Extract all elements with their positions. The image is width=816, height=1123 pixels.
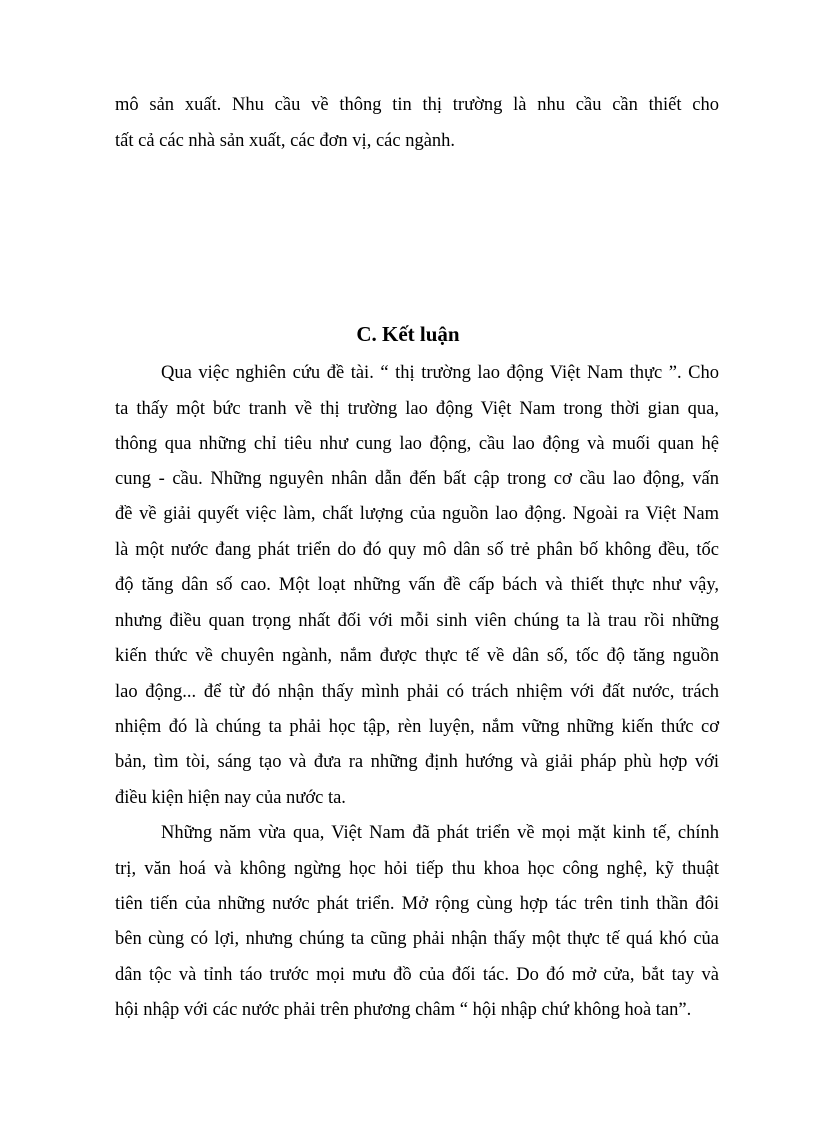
paragraph1-line-12: bản, tìm tòi, sáng tạo và đưa ra những định hướng và giải pháp phù hợp với (115, 752, 719, 772)
paragraph2-line-5: dân tộc và tỉnh táo trước mọi mưu đồ của đối tác. Do đó mở cửa, bắt tay và (115, 965, 719, 985)
paragraph2-line-6: hội nhập với các nước phải trên phương châm “ hội nhập chứ không hoà tan”. (115, 1000, 692, 1020)
paragraph1-line-13: điều kiện hiện nay của nước ta. (115, 788, 346, 808)
intro-line-1: mô sản xuất. Nhu cầu về thông tin thị trường là nhu cầu cần thiết cho (115, 95, 719, 115)
paragraph2-line-3: tiên tiến của những nước phát triển. Mở rộng cùng hợp tác trên tinh thần đôi (115, 894, 719, 914)
paragraph1-line-4: cung - cầu. Những nguyên nhân dẫn đến bất cập trong cơ cầu lao động, vấn (115, 469, 719, 489)
paragraph1-line-3: thông qua những chỉ tiêu như cung lao động, cầu lao động và muối quan hệ (115, 434, 719, 454)
intro-line-2: tất cả các nhà sản xuất, các đơn vị, các ngành. (115, 131, 456, 151)
paragraph1-line-7: độ tăng dân số cao. Một loạt những vấn đề cấp bách và thiết thực như vậy, (115, 575, 719, 595)
paragraph1-line-11: nhiệm đó là chúng ta phải học tập, rèn luyện, nắm vững những kiến thức cơ (115, 717, 719, 737)
paragraph1-line-1: Qua việc nghiên cứu đề tài. “ thị trường lao động Việt Nam thực ”. Cho (161, 363, 719, 383)
paragraph1-line-9: kiến thức về chuyên ngành, nắm được thực tế về dân số, tốc độ tăng nguồn (115, 646, 719, 666)
paragraph1-line-10: lao động... để từ đó nhận thấy mình phải có trách nhiệm với đất nước, trách (115, 682, 719, 702)
paragraph2-line-4: bên cùng có lợi, nhưng chúng ta cũng phải nhận thấy một thực tế quá khó của (115, 929, 719, 949)
paragraph1-line-2: ta thấy một bức tranh về thị trường lao động Việt Nam trong thời gian qua, (115, 399, 719, 419)
paragraph1-line-8: nhưng điều quan trọng nhất đối với mỗi sinh viên chúng ta là trau rồi những (115, 611, 719, 631)
section-heading: C. Kết luận (356, 322, 460, 346)
paragraph1-line-6: là một nước đang phát triển do đó quy mô dân số trẻ phân bố không đều, tốc (115, 540, 719, 560)
paragraph2-line-2: trị, văn hoá và không ngừng học hỏi tiếp thu khoa học công nghệ, kỹ thuật (115, 859, 719, 879)
paragraph1-line-5: đề về giải quyết việc làm, chất lượng của nguồn lao động. Ngoài ra Việt Nam (115, 504, 719, 524)
paragraph2-line-1: Những năm vừa qua, Việt Nam đã phát triển về mọi mặt kinh tế, chính (161, 823, 719, 843)
